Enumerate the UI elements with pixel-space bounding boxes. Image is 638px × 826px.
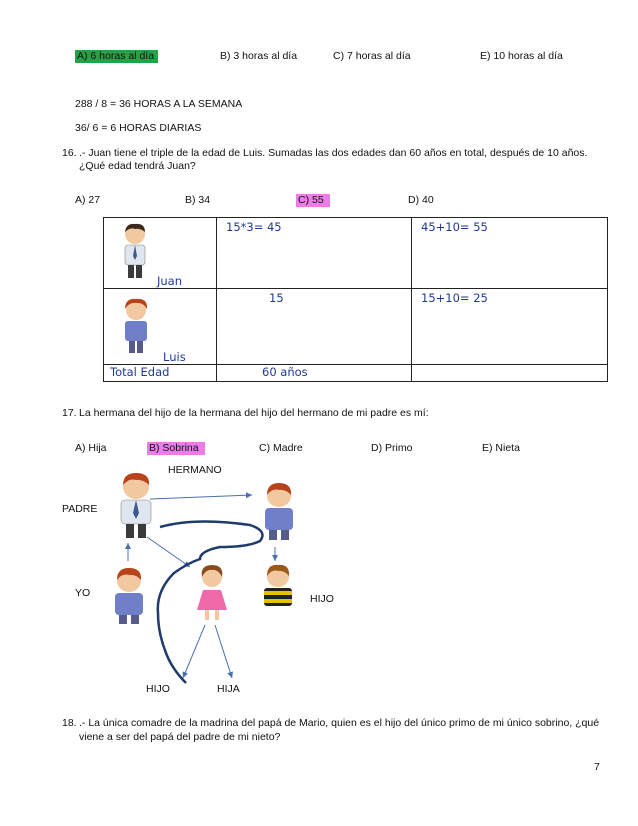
juan-name: Juan [157,274,183,288]
label-hija: HIJA [217,683,240,695]
juan-future: 45+10= 55 [421,220,488,234]
cousin-figure-icon [264,565,292,606]
q16-option-c-highlighted: C) 55 [296,194,330,207]
question-17-text: La hermana del hijo de la hermana del hijo del hermano de mi padre es mí: [79,407,429,419]
question-16-text-line2: ¿Qué edad tendrá Juan? [79,160,196,172]
luis-future-cell [412,289,608,365]
total-label: Total Edad [110,365,170,379]
boy-figure-icon [117,297,155,355]
q16-option-d: D) 40 [408,194,434,206]
label-hermano: HERMANO [168,464,222,476]
q17-option-e: E) Nieta [482,442,520,454]
uncle-figure-icon [265,483,293,540]
juan-calc: 15*3= 45 [226,220,282,234]
boy-figure-icon [118,222,152,280]
luis-calc: 15 [269,291,284,305]
calc-weekly-hours: 288 / 8 = 36 HORAS A LA SEMANA [75,98,243,110]
juan-cell [104,218,217,289]
q16-option-b: B) 34 [185,194,211,206]
luis-calc-cell [217,289,412,365]
question-16-number: 16. [62,147,77,159]
daughter-figure-icon [197,565,227,620]
label-hijo-cousin: HIJO [310,593,334,605]
luis-name: Luis [163,350,186,364]
question-18-number: 18. [62,717,77,729]
total-value: 60 años [262,365,308,379]
page-number: 7 [594,761,600,773]
q16-option-a: A) 27 [75,194,101,206]
family-tree-diagram [0,455,638,705]
label-padre: PADRE [62,503,98,515]
q17-option-c: C) Madre [259,442,303,454]
juan-calc-cell [217,218,412,289]
age-table [103,217,608,382]
total-value-cell [217,365,412,382]
calc-daily-hours: 36/ 6 = 6 HORAS DIARIAS [75,122,202,134]
option-b: B) 3 horas al día [220,50,298,62]
option-c: C) 7 horas al día [333,50,411,62]
option-e: E) 10 horas al día [480,50,563,62]
q17-option-b-highlighted: B) Sobrina [147,442,205,455]
question-18-text-line2: viene a ser del papá del padre de mi nieto? [79,731,281,743]
question-18-text: .- La única comadre de la madrina del papá de Mario, quien es el hijo del único primo de mi único sobrino, ¿qué [79,717,600,729]
luis-cell [104,289,217,365]
juan-future-cell [412,218,608,289]
father-figure-icon [121,473,151,538]
question-16-text: .- Juan tiene el triple de la edad de Luis. Sumadas las dos edades dan 60 años en total, después de 10 años. [79,147,588,159]
q17-option-a: A) Hija [75,442,107,454]
label-hijo: HIJO [146,683,170,695]
option-a-highlighted: A) 6 horas al día [75,50,158,63]
label-yo: YO [75,587,91,599]
question-17-number: 17. [62,407,77,419]
empty-cell [412,365,608,382]
q17-option-d: D) Primo [371,442,413,454]
me-figure-icon [115,568,143,624]
luis-future: 15+10= 25 [421,291,488,305]
total-label-cell [104,365,217,382]
